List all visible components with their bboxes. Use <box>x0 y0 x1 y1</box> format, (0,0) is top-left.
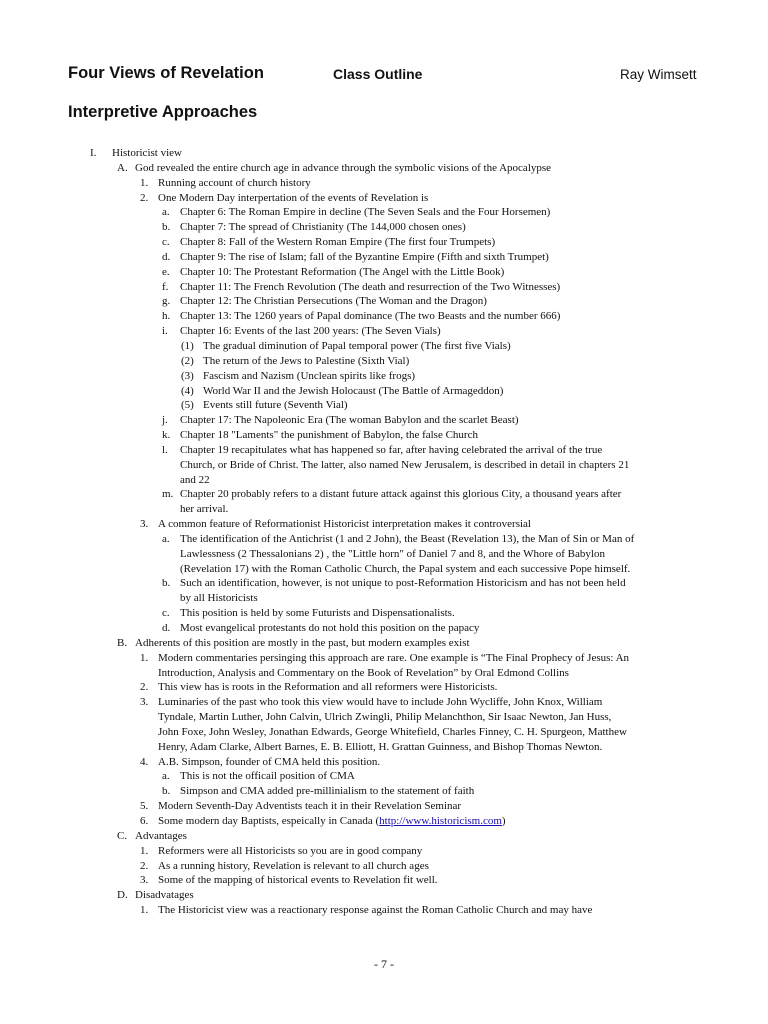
outline-item <box>0 280 768 295</box>
outline-text-content: Such an identification, however, is not unique to post-Reformation Historicism and has not been held <box>180 577 626 590</box>
document-title: Four Views of Revelation <box>68 64 264 82</box>
outline-text-content: Fascism and Nazism (Unclean spirits like frogs) <box>203 369 416 382</box>
outline-text <box>180 473 210 488</box>
outline-item <box>0 695 768 710</box>
outline-text-content: and 22 <box>180 473 210 486</box>
outline-marker: d. <box>162 250 171 263</box>
outline-text-content: Simpson and CMA added pre-millinialism to the statement of faith <box>180 785 475 798</box>
outline-text-content: Reformers were all Historicists so you are in good company <box>158 844 423 857</box>
outline-text-content: Church, or Bride of Christ. The latter, also named New Jerusalem, is described in detail in chapters 21 <box>180 458 630 471</box>
outline-text <box>158 903 592 918</box>
outline-item <box>0 176 768 191</box>
outline-item <box>0 502 768 517</box>
outline-text-content: Chapter 20 probably refers to a distant future attack against this glorious City, a thousand years after <box>180 488 622 501</box>
outline-text-content: Chapter 18 "Laments" the punishment of Babylon, the false Church <box>180 429 478 442</box>
outline-marker: (2) <box>181 354 194 367</box>
outline-marker: (4) <box>181 384 194 397</box>
outline-marker: 1. <box>140 651 149 664</box>
outline-marker: f. <box>162 280 169 293</box>
outline-item <box>0 784 768 799</box>
outline-text-content: Chapter 6: The Roman Empire in decline (The Seven Seals and the Four Horsemen) <box>180 206 551 219</box>
outline-text <box>180 606 455 621</box>
outline-text-content: Events still future (Seventh Vial) <box>203 399 348 412</box>
outline-marker: b. <box>162 577 171 590</box>
outline-marker: C. <box>117 829 128 842</box>
outline-marker: 5. <box>140 800 149 813</box>
outline-item <box>0 517 768 532</box>
outline-marker: (3) <box>181 369 194 382</box>
outline-item <box>0 710 768 725</box>
outline-item <box>0 294 768 309</box>
outline-text <box>158 176 311 191</box>
outline-text <box>158 725 627 740</box>
outline-text-content: Advantages <box>135 829 187 842</box>
outline-text <box>158 799 461 814</box>
outline-text-content: Historicist view <box>112 147 182 159</box>
outline-item <box>0 576 768 591</box>
outline-marker: k. <box>162 429 171 442</box>
outline-text-content: A common feature of Reformationist Historicist interpretation makes it controversial <box>158 518 531 531</box>
outline-marker: l. <box>162 443 168 456</box>
outline-marker: b. <box>162 221 171 234</box>
outline-text <box>180 502 228 517</box>
outline-item <box>0 191 768 206</box>
outline-marker: c. <box>162 607 170 620</box>
outline-text-content: The gradual diminution of Papal temporal power (The first five Vials) <box>203 339 511 352</box>
outline-item <box>0 547 768 562</box>
outline-item <box>0 413 768 428</box>
outline-item <box>0 621 768 636</box>
outline-item <box>0 161 768 176</box>
outline-item <box>0 799 768 814</box>
outline-text <box>203 398 348 413</box>
outline-text-content: One Modern Day interpertation of the events of Revelation is <box>158 191 429 204</box>
outline-text-content: Chapter 12: The Christian Persecutions (The Woman and the Dragon) <box>180 295 487 308</box>
outline-text-content: Chapter 13: The 1260 years of Papal dominance (The two Beasts and the number 666) <box>180 310 561 323</box>
outline-text-content: by all Historicists <box>180 592 258 605</box>
historicism-link[interactable]: http://www.historicism.com <box>379 814 502 827</box>
outline-text-content: Chapter 10: The Protestant Reformation (The Angel with the Little Book) <box>180 265 505 278</box>
outline-text <box>158 814 506 829</box>
outline-item <box>0 769 768 784</box>
page-number: - 7 - <box>374 957 394 971</box>
outline-item <box>0 146 768 161</box>
outline-text-content: As a running history, Revelation is relevant to all church ages <box>158 859 429 872</box>
outline-text-content: The Historicist view was a reactionary response against the Roman Catholic Church and may have <box>158 904 593 917</box>
outline-item <box>0 725 768 740</box>
outline-marker: 3. <box>140 518 149 531</box>
outline-item <box>0 651 768 666</box>
outline-text-content: Chapter 17: The Napoleonic Era (The woman Babylon and the scarlet Beast) <box>180 414 519 427</box>
outline-text-content: God revealed the entire church age in advance through the symbolic visions of the Apocalypse <box>135 161 552 174</box>
outline-text-content: A.B. Simpson, founder of CMA held this position. <box>158 755 381 768</box>
outline-text <box>180 769 355 784</box>
outline-item <box>0 873 768 888</box>
outline-marker: m. <box>162 488 174 501</box>
outline-text <box>158 740 602 755</box>
outline-item <box>0 680 768 695</box>
outline-text-content: Chapter 8: Fall of the Western Roman Empire (The first four Trumpets) <box>180 236 496 249</box>
outline-text <box>180 324 441 339</box>
outline-text-content: Chapter 7: The spread of Christianity (The 144,000 chosen ones) <box>180 221 466 234</box>
outline-text <box>158 666 569 681</box>
outline-marker: e. <box>162 265 170 278</box>
outline-text <box>180 591 258 606</box>
outline-text <box>158 680 497 695</box>
outline-text <box>180 220 466 235</box>
outline-text <box>180 487 621 502</box>
outline-text <box>158 695 602 710</box>
outline-text <box>180 309 560 324</box>
outline-text <box>203 384 503 399</box>
outline-item <box>0 309 768 324</box>
outline-item <box>0 591 768 606</box>
outline-marker: A. <box>117 161 128 174</box>
outline-marker: h. <box>162 310 171 323</box>
outline-text <box>180 235 495 250</box>
outline-text-content: Chapter 16: Events of the last 200 years: (The Seven Vials) <box>180 325 441 338</box>
outline-text <box>180 280 560 295</box>
outline-item <box>0 398 768 413</box>
outline-text <box>180 443 602 458</box>
outline-item <box>0 487 768 502</box>
outline-text <box>180 428 478 443</box>
outline-marker: c. <box>162 236 170 249</box>
outline-marker: g. <box>162 295 171 308</box>
outline-text-content: Lawlessness (2 Thessalonians 2) , the "Little horn" of Daniel 7 and 8, and the Whore of Babylon <box>180 547 605 560</box>
outline-item <box>0 532 768 547</box>
outline-text <box>203 369 415 384</box>
outline-text-content: Some modern day Baptists, espeically in Canada ( <box>158 814 380 827</box>
outline-text-content: Introduction, Analysis and Commentary on the Book of Revelation” by Oral Edmond Collins <box>158 666 569 679</box>
outline-item <box>0 666 768 681</box>
outline-text-suffix: ) <box>501 814 506 827</box>
outline-text <box>180 576 626 591</box>
outline-text <box>180 458 629 473</box>
outline-text <box>158 191 428 206</box>
outline-text <box>158 755 380 770</box>
outline-text <box>203 354 409 369</box>
outline-text <box>158 517 531 532</box>
outline-marker: 3. <box>140 696 149 709</box>
outline-item <box>0 443 768 458</box>
document-subtitle: Class Outline <box>333 66 423 82</box>
outline-marker: 2. <box>140 191 149 204</box>
outline-list <box>0 146 768 918</box>
outline-text <box>180 250 549 265</box>
document-author: Ray Wimsett <box>620 67 697 82</box>
outline-item <box>0 339 768 354</box>
outline-item <box>0 250 768 265</box>
outline-item <box>0 473 768 488</box>
outline-text-content: Henry, Adam Clarke, Albert Barnes, E. B. Elliott, H. Grattan Guinness, and Bishop Thomas Newton. <box>158 740 603 753</box>
outline-text-content: World War II and the Jewish Holocaust (The Battle of Armageddon) <box>203 384 504 397</box>
outline-item <box>0 740 768 755</box>
outline-text-content: Most evangelical protestants do not hold this position on the papacy <box>180 622 480 634</box>
outline-text <box>158 844 422 859</box>
outline-item <box>0 458 768 473</box>
outline-text-content: (Revelation 17) with the Roman Catholic Church, the Papal system and each successive Pope himself. <box>180 562 631 575</box>
outline-text <box>180 532 634 547</box>
outline-text-content: Some of the mapping of historical events to Revelation fit well. <box>158 874 438 887</box>
outline-text <box>135 636 470 651</box>
outline-item <box>0 814 768 829</box>
outline-text <box>180 265 504 280</box>
outline-marker: 3. <box>140 874 149 887</box>
outline-marker: (1) <box>181 339 194 352</box>
outline-marker: a. <box>162 770 170 783</box>
outline-marker: 1. <box>140 176 149 189</box>
outline-text-content: John Foxe, John Wesley, Jonathan Edwards, George Whitefield, Charles Finney, C. H. Spurgeon, Matthew <box>158 725 627 738</box>
outline-text-content: The identification of the Antichrist (1 and 2 John), the Beast (Revelation 13), the Man of Sin or Man of <box>180 532 635 545</box>
outline-item <box>0 755 768 770</box>
outline-text-content: Modern Seventh-Day Adventists teach it in their Revelation Seminar <box>158 800 462 813</box>
outline-text-content: Luminaries of the past who took this view would have to include John Wycliffe, John Knox, William <box>158 696 603 709</box>
outline-marker: I. <box>90 147 97 159</box>
outline-text <box>112 146 182 161</box>
outline-item <box>0 369 768 384</box>
outline-marker: D. <box>117 889 128 902</box>
outline-text <box>180 205 550 220</box>
outline-marker: b. <box>162 785 171 798</box>
outline-text-content: Chapter 9: The rise of Islam; fall of the Byzantine Empire (Fifth and sixth Trumpet) <box>180 250 549 263</box>
outline-text-content: Disadvatages <box>135 889 194 902</box>
outline-text <box>135 888 194 903</box>
outline-item <box>0 844 768 859</box>
outline-item <box>0 265 768 280</box>
outline-text-content: Tyndale, Martin Luther, John Calvin, Ulrich Zwingli, Philip Melanchthon, Sir Isaac Newton, Jan Huss, <box>158 711 612 724</box>
outline-item <box>0 859 768 874</box>
outline-marker: j. <box>162 414 168 427</box>
outline-text-content: Modern commentaries persinging this approach are rare. One example is “The Final Prophecy of Jesus: An <box>158 651 630 664</box>
outline-marker: (5) <box>181 399 194 412</box>
outline-item <box>0 903 768 918</box>
outline-item <box>0 606 768 621</box>
outline-item <box>0 354 768 369</box>
outline-marker: i. <box>162 325 168 338</box>
outline-text-content: The return of the Jews to Palestine (Sixth Vial) <box>203 354 410 367</box>
outline-marker: 1. <box>140 904 149 917</box>
outline-item <box>0 888 768 903</box>
outline-text-content: Adherents of this position are mostly in the past, but modern examples exist <box>135 636 470 649</box>
outline-text <box>180 294 487 309</box>
outline-marker: a. <box>162 206 170 219</box>
outline-item <box>0 562 768 577</box>
outline-text <box>203 339 511 354</box>
outline-text <box>158 873 438 888</box>
outline-text <box>158 859 429 874</box>
outline-text-content: Chapter 19 recapitulates what has happened so far, after having celebrated the arrival of the true <box>180 443 603 456</box>
outline-marker: 6. <box>140 814 149 827</box>
outline-text <box>180 562 630 577</box>
outline-item <box>0 235 768 250</box>
outline-text <box>158 651 629 666</box>
outline-text <box>180 784 474 799</box>
section-heading: Interpretive Approaches <box>68 103 258 121</box>
outline-text-content: This is not the officail position of CMA <box>180 770 355 783</box>
outline-marker: d. <box>162 622 171 634</box>
outline-item <box>0 205 768 220</box>
outline-text-content: This view has is roots in the Reformation and all reformers were Historicists. <box>158 681 498 694</box>
outline-item <box>0 220 768 235</box>
outline-text-content: Chapter 11: The French Revolution (The death and resurrection of the Two Witnesses) <box>180 280 561 293</box>
outline-text <box>135 829 187 844</box>
outline-text <box>135 161 551 176</box>
outline-text <box>180 413 519 428</box>
outline-item <box>0 636 768 651</box>
outline-marker: 1. <box>140 844 149 857</box>
outline-marker: 2. <box>140 859 149 872</box>
outline-item <box>0 428 768 443</box>
outline-text-content: Running account of church history <box>158 176 311 189</box>
outline-marker: a. <box>162 532 170 545</box>
outline-text <box>180 621 479 636</box>
outline-item <box>0 324 768 339</box>
outline-text <box>158 710 611 725</box>
outline-text-content: her arrival. <box>180 503 229 516</box>
outline-text-content: This position is held by some Futurists and Dispensationalists. <box>180 607 455 620</box>
outline-item <box>0 384 768 399</box>
outline-marker: 4. <box>140 755 149 768</box>
outline-item <box>0 829 768 844</box>
outline-text <box>180 547 605 562</box>
outline-marker: B. <box>117 636 128 649</box>
outline-marker: 2. <box>140 681 149 694</box>
